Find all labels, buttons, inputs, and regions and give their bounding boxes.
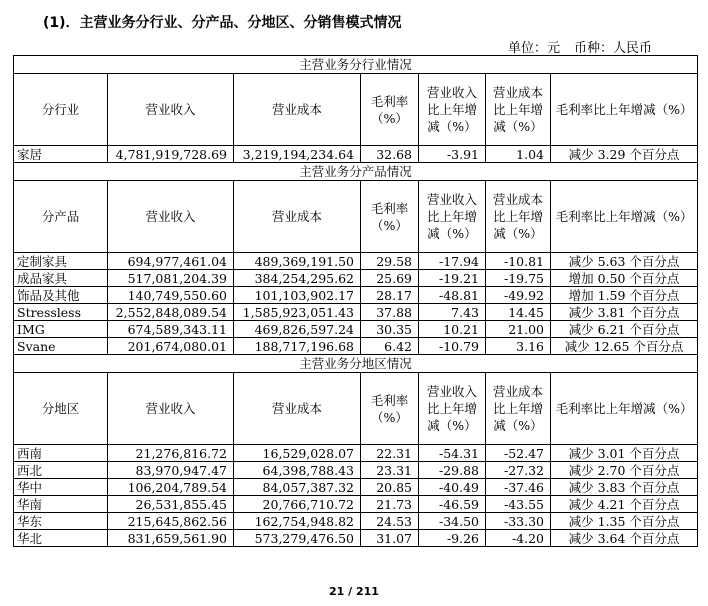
table-cell: 831,659,561.90 <box>108 530 234 547</box>
table-cell: 21,276,816.72 <box>108 445 234 462</box>
table-cell: 减少 3.01 个百分点 <box>551 445 698 462</box>
table-cell: 21.73 <box>361 496 419 513</box>
table-cell: -40.49 <box>419 479 486 496</box>
table-cell: 华南 <box>14 496 108 513</box>
column-header: 营业成本比上年增减（%） <box>486 373 551 445</box>
column-header: 营业成本 <box>234 74 361 146</box>
table-cell: 饰品及其他 <box>14 287 108 304</box>
table-cell: 84,057,387.32 <box>234 479 361 496</box>
table-cell: 减少 1.35 个百分点 <box>551 513 698 530</box>
column-header: 营业成本 <box>234 373 361 445</box>
column-header: 营业收入比上年增减（%） <box>419 74 486 146</box>
table-cell: -3.91 <box>419 146 486 163</box>
table-cell: -52.47 <box>486 445 551 462</box>
table-cell: -19.21 <box>419 270 486 287</box>
table-cell: -10.81 <box>486 253 551 270</box>
table-row <box>14 530 698 547</box>
dimension-header: 分地区 <box>14 373 108 445</box>
table-cell: 23.31 <box>361 462 419 479</box>
column-header: 营业收入 <box>108 373 234 445</box>
table-cell: Svane <box>14 338 108 355</box>
table-cell: 成品家具 <box>14 270 108 287</box>
table-cell: 64,398,788.43 <box>234 462 361 479</box>
table-cell: 西北 <box>14 462 108 479</box>
unit-line <box>508 37 666 56</box>
column-header: 营业成本比上年增减（%） <box>486 181 551 253</box>
table-cell: 减少 2.70 个百分点 <box>551 462 698 479</box>
column-header: 营业成本 <box>234 181 361 253</box>
table-cell: 140,749,550.60 <box>108 287 234 304</box>
table-cell: 694,977,461.04 <box>108 253 234 270</box>
table-cell: 31.07 <box>361 530 419 547</box>
table-cell: -17.94 <box>419 253 486 270</box>
table-cell: 384,254,295.62 <box>234 270 361 287</box>
table-cell: 37.88 <box>361 304 419 321</box>
table-cell: 10.21 <box>419 321 486 338</box>
table-cell: -9.26 <box>419 530 486 547</box>
table-cell: 1.04 <box>486 146 551 163</box>
table-row <box>14 253 698 270</box>
table-cell: 减少 3.83 个百分点 <box>551 479 698 496</box>
table-cell: 14.45 <box>486 304 551 321</box>
table-cell: 华北 <box>14 530 108 547</box>
section-title-row <box>14 355 698 373</box>
table-cell: -37.46 <box>486 479 551 496</box>
table-cell: 489,369,191.50 <box>234 253 361 270</box>
table-cell: -46.59 <box>419 496 486 513</box>
header-row <box>14 373 698 445</box>
table-cell: 减少 3.81 个百分点 <box>551 304 698 321</box>
table-cell: IMG <box>14 321 108 338</box>
table-cell: -48.81 <box>419 287 486 304</box>
table-row <box>14 462 698 479</box>
table-cell: 83,970,947.47 <box>108 462 234 479</box>
table-row <box>14 270 698 287</box>
table-cell: -49.92 <box>486 287 551 304</box>
table-cell: -33.30 <box>486 513 551 530</box>
section-title: 主营业务分行业情况 <box>14 56 698 74</box>
table-cell: 20.85 <box>361 479 419 496</box>
main-business-table-wrap <box>13 55 698 547</box>
table-cell: 减少 3.64 个百分点 <box>551 530 698 547</box>
column-header: 毛利率比上年增减（%） <box>551 373 698 445</box>
table-cell: 29.58 <box>361 253 419 270</box>
table-cell: 增加 1.59 个百分点 <box>551 287 698 304</box>
table-row <box>14 513 698 530</box>
table-cell: 6.42 <box>361 338 419 355</box>
table-cell: 28.17 <box>361 287 419 304</box>
column-header: 营业收入比上年增减（%） <box>419 373 486 445</box>
column-header: 毛利率比上年增减（%） <box>551 181 698 253</box>
section-title-row <box>14 163 698 181</box>
column-header: 毛利率（%） <box>361 373 419 445</box>
table-cell: -4.20 <box>486 530 551 547</box>
table-cell: 4,781,919,728.69 <box>108 146 234 163</box>
table-cell: 215,645,862.56 <box>108 513 234 530</box>
table-cell: 定制家具 <box>14 253 108 270</box>
table-cell: -29.88 <box>419 462 486 479</box>
table-cell: 162,754,948.82 <box>234 513 361 530</box>
table-cell: 26,531,855.45 <box>108 496 234 513</box>
column-header: 营业成本比上年增减（%） <box>486 74 551 146</box>
table-cell: 20,766,710.72 <box>234 496 361 513</box>
table-cell: 2,552,848,089.54 <box>108 304 234 321</box>
unit-label: 单位：元 <box>508 41 561 56</box>
column-header: 营业收入 <box>108 181 234 253</box>
table-cell: 7.43 <box>419 304 486 321</box>
column-header: 毛利率比上年增减（%） <box>551 74 698 146</box>
header-row <box>14 74 698 146</box>
table-row <box>14 496 698 513</box>
table-cell: 西南 <box>14 445 108 462</box>
table-cell: 减少 12.65 个百分点 <box>551 338 698 355</box>
section-title: 主营业务分产品情况 <box>14 163 698 181</box>
table-cell: 减少 5.63 个百分点 <box>551 253 698 270</box>
header-row <box>14 181 698 253</box>
section-title-row <box>14 56 698 74</box>
table-row <box>14 479 698 496</box>
table-cell: 469,826,597.24 <box>234 321 361 338</box>
table-cell: 21.00 <box>486 321 551 338</box>
column-header: 毛利率（%） <box>361 74 419 146</box>
table-cell: 201,674,080.01 <box>108 338 234 355</box>
table-cell: 106,204,789.54 <box>108 479 234 496</box>
column-header: 毛利率（%） <box>361 181 419 253</box>
page-number: 21 / 211 <box>329 585 379 598</box>
table-cell: 3.16 <box>486 338 551 355</box>
table-cell: 华东 <box>14 513 108 530</box>
table-cell: 减少 3.29 个百分点 <box>551 146 698 163</box>
table-cell: 30.35 <box>361 321 419 338</box>
table-cell: 24.53 <box>361 513 419 530</box>
table-cell: -34.50 <box>419 513 486 530</box>
table-cell: 32.68 <box>361 146 419 163</box>
dimension-header: 分产品 <box>14 181 108 253</box>
table-row <box>14 287 698 304</box>
table-body <box>14 56 698 547</box>
table-cell: 减少 4.21 个百分点 <box>551 496 698 513</box>
table-cell: 华中 <box>14 479 108 496</box>
column-header: 营业收入 <box>108 74 234 146</box>
table-cell: -27.32 <box>486 462 551 479</box>
table-cell: 674,589,343.11 <box>108 321 234 338</box>
table-cell: 减少 6.21 个百分点 <box>551 321 698 338</box>
currency-label: 币种：人民币 <box>574 41 653 56</box>
table-row <box>14 338 698 355</box>
table-row <box>14 146 698 163</box>
table-cell: -54.31 <box>419 445 486 462</box>
main-business-table <box>13 55 698 547</box>
table-cell: 家居 <box>14 146 108 163</box>
table-row <box>14 304 698 321</box>
table-cell: -19.75 <box>486 270 551 287</box>
table-cell: 188,717,196.68 <box>234 338 361 355</box>
section-title: 主营业务分地区情况 <box>14 355 698 373</box>
dimension-header: 分行业 <box>14 74 108 146</box>
table-cell: 101,103,902.17 <box>234 287 361 304</box>
table-cell: 25.69 <box>361 270 419 287</box>
table-cell: 22.31 <box>361 445 419 462</box>
table-cell: -10.79 <box>419 338 486 355</box>
table-cell: 3,219,194,234.64 <box>234 146 361 163</box>
table-cell: 增加 0.50 个百分点 <box>551 270 698 287</box>
table-cell: 573,279,476.50 <box>234 530 361 547</box>
table-cell: 517,081,204.39 <box>108 270 234 287</box>
table-cell: 16,529,028.07 <box>234 445 361 462</box>
section-heading: (1)．主营业务分行业、分产品、分地区、分销售模式情况 <box>43 15 402 31</box>
table-row <box>14 445 698 462</box>
table-cell: -43.55 <box>486 496 551 513</box>
table-cell: 1,585,923,051.43 <box>234 304 361 321</box>
table-row <box>14 321 698 338</box>
column-header: 营业收入比上年增减（%） <box>419 181 486 253</box>
table-cell: Stressless <box>14 304 108 321</box>
